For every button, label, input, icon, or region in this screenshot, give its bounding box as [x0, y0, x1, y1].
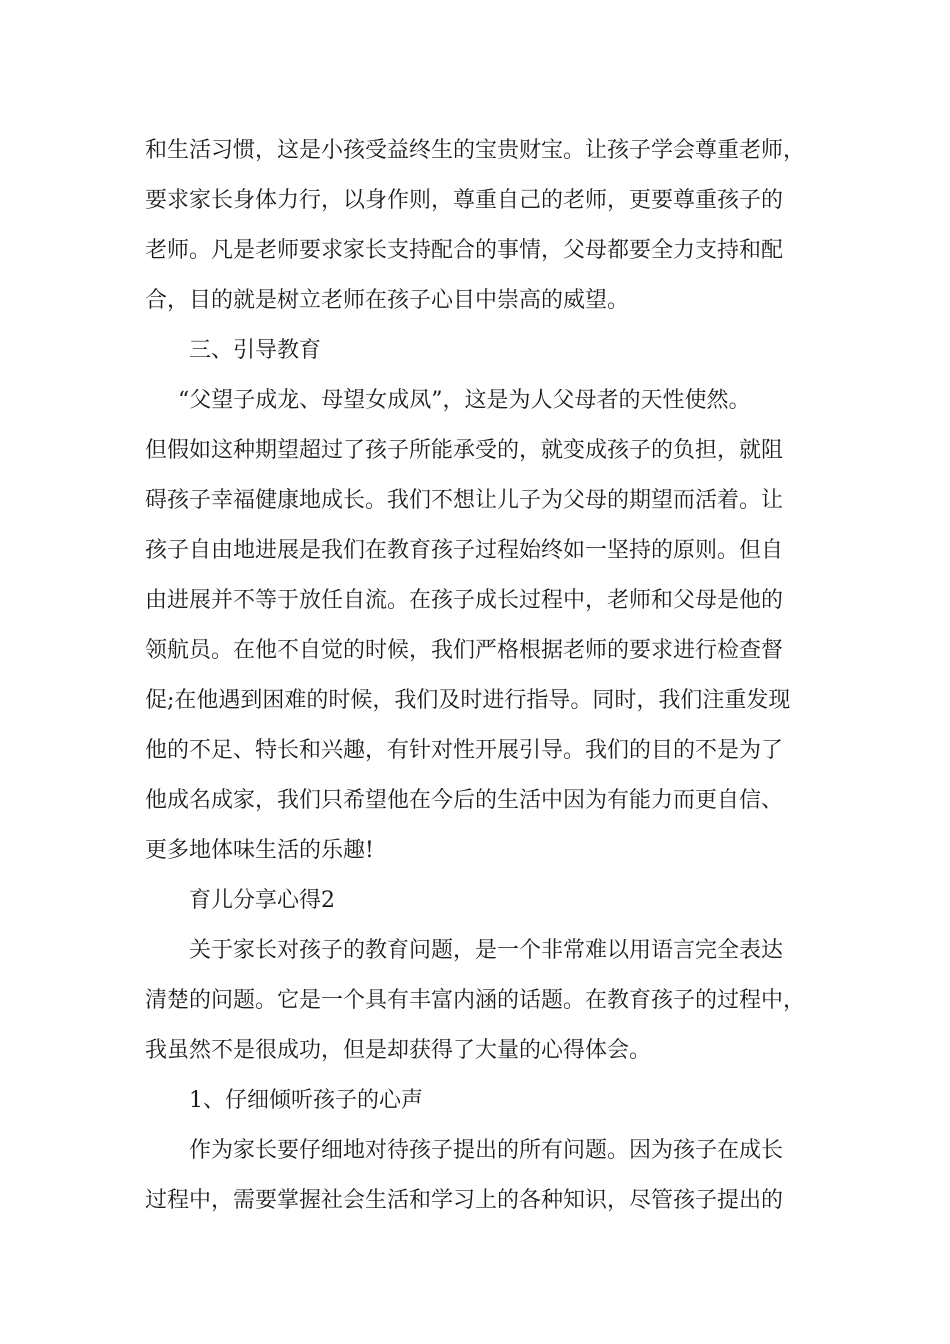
text-line: 他的不足、特长和兴趣，有针对性开展引导。我们的目的不是为了: [145, 738, 784, 763]
text-line: 和生活习惯，这是小孩受益终生的宝贵财宝。让孩子学会尊重老师，: [145, 138, 806, 163]
text-line: 领航员。在他不自觉的时候，我们严格根据老师的要求进行检查督: [145, 638, 784, 663]
text-line: 要求家长身体力行，以身作则，尊重自己的老师，更要尊重孩子的: [145, 188, 784, 213]
text-line: 由进展并不等于放任自流。在孩子成长过程中，老师和父母是他的: [145, 588, 784, 613]
text-line: 关于家长对孩子的教育问题，是一个非常难以用语言完全表达: [189, 938, 784, 963]
text-line: 我虽然不是很成功，但是却获得了大量的心得体会。: [145, 1038, 652, 1063]
text-line: 但假如这种期望超过了孩子所能承受的，就变成孩子的负担，就阻: [145, 438, 784, 463]
section-heading: 1、仔细倾听孩子的心声: [189, 1088, 423, 1113]
document-body: [145, 126, 807, 1226]
text-line: 孩子自由地进展是我们在教育孩子过程始终如一坚持的原则。但自: [145, 538, 784, 563]
text-line: 合，目的就是树立老师在孩子心目中崇高的威望。: [145, 288, 630, 313]
text-line: 促;在他遇到困难的时候，我们及时进行指导。同时，我们注重发现: [145, 688, 791, 713]
section-heading: 育儿分享心得2: [189, 888, 335, 913]
text-line: 过程中，需要掌握社会生活和学习上的各种知识，尽管孩子提出的: [145, 1188, 784, 1213]
text-line: 他成名成家，我们只希望他在今后的生活中因为有能力而更自信、: [145, 788, 784, 813]
text-line: 碍孩子幸福健康地成长。我们不想让儿子为父母的期望而活着。让: [145, 488, 784, 513]
text-line: 作为家长要仔细地对待孩子提出的所有问题。因为孩子在成长: [189, 1138, 784, 1163]
text-line: “父望子成龙、母望女成凤”，这是为人父母者的天性使然。: [178, 388, 751, 413]
text-line: 清楚的问题。它是一个具有丰富内涵的话题。在教育孩子的过程中，: [145, 988, 806, 1013]
text-line: 更多地体味生活的乐趣!: [145, 838, 374, 863]
section-heading: 三、引导教育: [189, 338, 322, 363]
text-line: 老师。凡是老师要求家长支持配合的事情，父母都要全力支持和配: [145, 238, 784, 263]
